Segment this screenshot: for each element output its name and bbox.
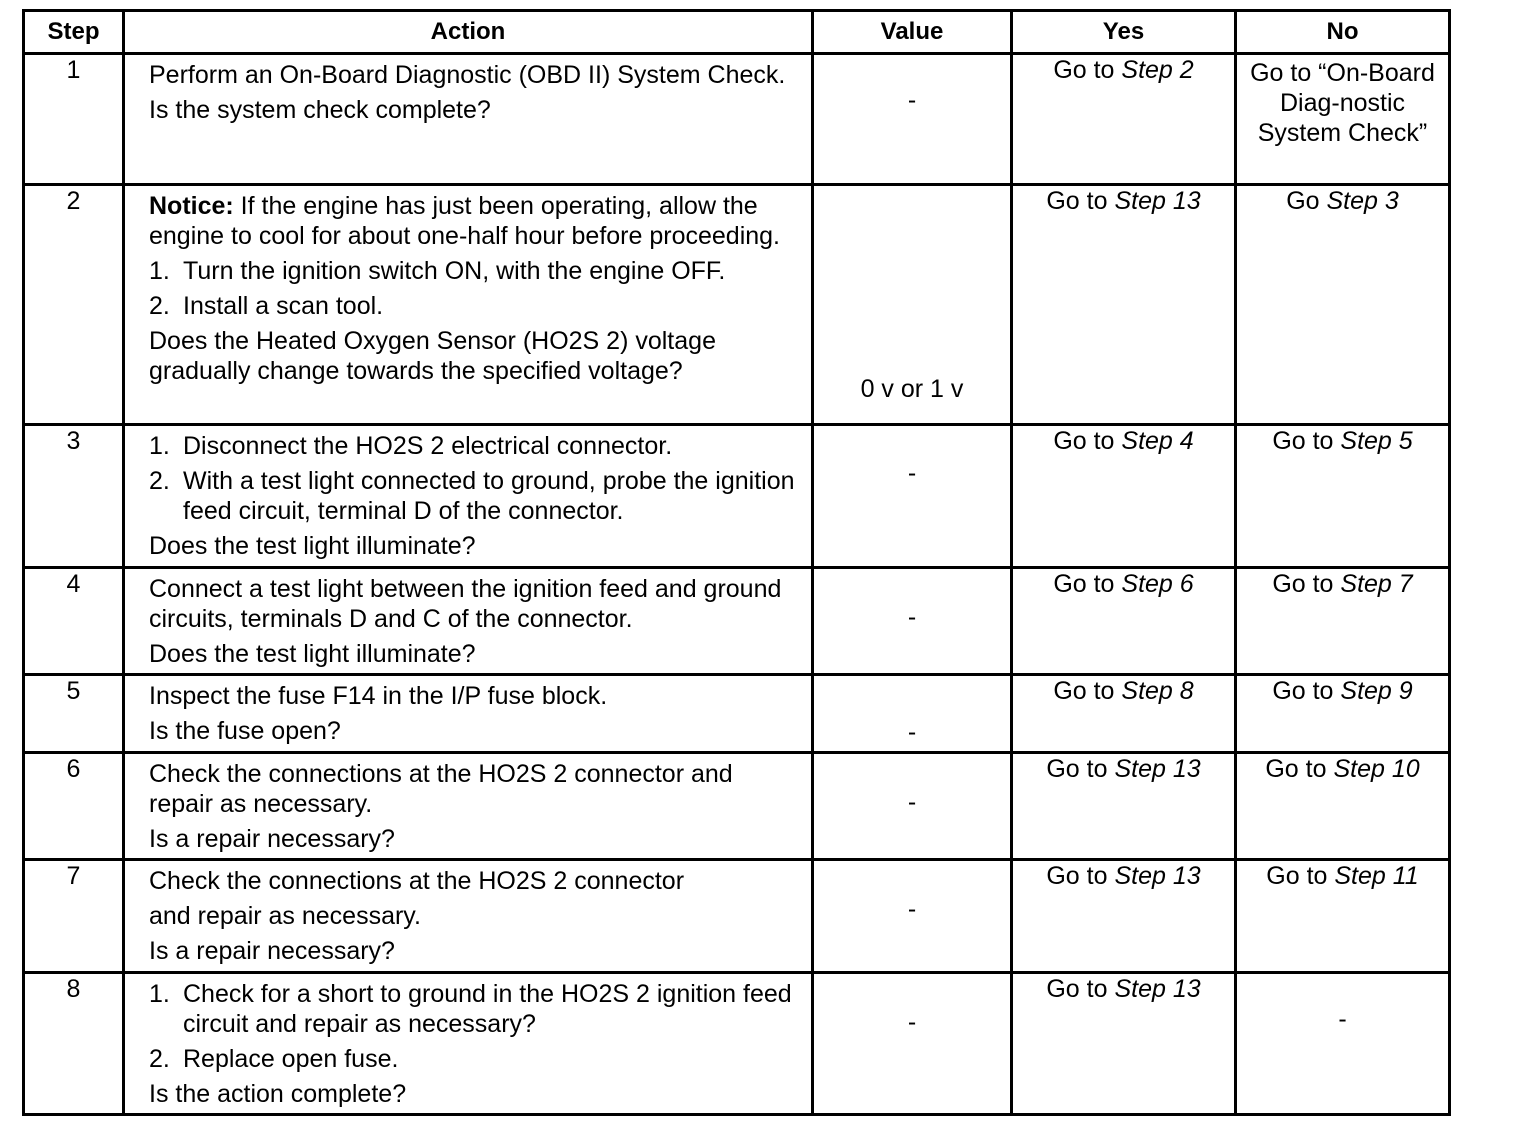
no-prefix: Go to	[1272, 570, 1341, 598]
diagnostic-table	[22, 9, 1451, 1116]
no-prefix: Go to	[1266, 862, 1335, 890]
no-cell: Go to “On-Board Diag-nostic System Check”	[1236, 54, 1450, 185]
value-cell: -	[813, 973, 1012, 1115]
yes-goto	[1053, 427, 1193, 455]
action-text: Inspect the fuse F14 in the I/P fuse block.	[149, 682, 608, 710]
action-question: Is the action complete?	[149, 1080, 407, 1108]
action-text: Connect a test light between the ignition feed and ground circuits, terminals D and C of the connector.	[149, 575, 782, 633]
list-item	[149, 1044, 801, 1074]
list-item	[149, 979, 801, 1039]
yes-prefix: Go to	[1046, 187, 1115, 215]
action-question: Is the system check complete?	[149, 96, 491, 124]
list-text: Disconnect the HO2S 2 electrical connector.	[183, 432, 673, 460]
list-text: Install a scan tool.	[183, 292, 384, 320]
step-number: 4	[24, 568, 124, 675]
yes-goto	[1046, 187, 1200, 215]
yes-step-link: Step 2	[1121, 56, 1194, 84]
yes-step-link: Step 13	[1114, 755, 1201, 783]
no-step-link: Step 3	[1326, 187, 1399, 215]
action-question: Does the test light illuminate?	[149, 640, 476, 668]
table-row-step-4	[24, 568, 1450, 675]
list-number: 1.	[149, 980, 170, 1008]
table-row-step-5	[24, 675, 1450, 753]
notice-label: Notice:	[149, 192, 234, 220]
action-text: Check the connections at the HO2S 2 connector and repair as necessary.	[149, 760, 733, 818]
step-number: 1	[24, 54, 124, 185]
header-step: Step	[24, 11, 124, 54]
yes-goto	[1046, 975, 1200, 1003]
no-prefix: Go to	[1272, 677, 1341, 705]
action-question: Does the Heated Oxygen Sensor (HO2S 2) voltage gradually change towards the specified voltage?	[149, 327, 716, 385]
yes-goto	[1046, 755, 1200, 783]
list-text: Turn the ignition switch ON, with the engine OFF.	[183, 257, 726, 285]
yes-step-link: Step 13	[1114, 187, 1201, 215]
yes-cell	[1012, 753, 1236, 860]
table-row-step-2	[24, 185, 1450, 425]
no-goto	[1272, 427, 1412, 455]
value-cell: -	[813, 675, 1012, 753]
yes-step-link: Step 6	[1121, 570, 1194, 598]
value-cell: -	[813, 425, 1012, 568]
yes-cell	[1012, 568, 1236, 675]
yes-prefix: Go to	[1046, 862, 1115, 890]
action-cell	[124, 425, 813, 568]
action-text: Check the connections at the HO2S 2 connector	[149, 867, 685, 895]
action-cell	[124, 568, 813, 675]
no-step-link: Step 10	[1333, 755, 1420, 783]
no-goto	[1265, 755, 1419, 783]
list-item	[149, 256, 801, 286]
yes-goto	[1053, 56, 1193, 84]
yes-cell	[1012, 425, 1236, 568]
yes-step-link: Step 13	[1114, 975, 1201, 1003]
step-number: 2	[24, 185, 124, 425]
value-cell: -	[813, 753, 1012, 860]
action-text: Perform an On-Board Diagnostic (OBD II) System Check.	[149, 61, 786, 89]
yes-step-link: Step 13	[1114, 862, 1201, 890]
yes-goto	[1053, 677, 1193, 705]
yes-cell	[1012, 973, 1236, 1115]
no-cell	[1236, 675, 1450, 753]
no-goto	[1272, 570, 1412, 598]
yes-step-link: Step 4	[1121, 427, 1194, 455]
no-prefix: Go to	[1272, 427, 1341, 455]
yes-goto	[1053, 570, 1193, 598]
no-prefix: Go to	[1265, 755, 1334, 783]
yes-prefix: Go to	[1053, 56, 1122, 84]
list-number: 2.	[149, 292, 170, 320]
value-cell: -	[813, 568, 1012, 675]
yes-prefix: Go to	[1053, 570, 1122, 598]
no-prefix: Go	[1286, 187, 1327, 215]
header-value: Value	[813, 11, 1012, 54]
list-text: Check for a short to ground in the HO2S 2 ignition feed circuit and repair as necessary?	[183, 980, 792, 1038]
action-question: Does the test light illuminate?	[149, 532, 476, 560]
yes-cell	[1012, 185, 1236, 425]
action-cell	[124, 185, 813, 425]
action-cell	[124, 753, 813, 860]
list-text: Replace open fuse.	[183, 1045, 399, 1073]
notice-text: If the engine has just been operating, allow the engine to cool for about one-half hour before proceeding.	[149, 192, 781, 250]
no-step-link: Step 5	[1340, 427, 1413, 455]
yes-prefix: Go to	[1053, 427, 1122, 455]
no-step-link: Step 11	[1334, 862, 1419, 890]
action-cell	[124, 973, 813, 1115]
header-row	[24, 11, 1450, 54]
action-question: Is a repair necessary?	[149, 825, 395, 853]
no-cell	[1236, 425, 1450, 568]
action-text: and repair as necessary.	[149, 902, 421, 930]
table-row-step-7	[24, 860, 1450, 973]
no-goto	[1266, 862, 1418, 890]
header-action: Action	[124, 11, 813, 54]
action-cell	[124, 860, 813, 973]
no-step-link: Step 7	[1340, 570, 1413, 598]
action-question: Is a repair necessary?	[149, 937, 395, 965]
yes-goto	[1046, 862, 1200, 890]
value-cell: 0 v or 1 v	[813, 185, 1012, 425]
yes-step-link: Step 8	[1121, 677, 1194, 705]
action-cell	[124, 54, 813, 185]
yes-cell	[1012, 675, 1236, 753]
value-cell: -	[813, 54, 1012, 185]
list-text: With a test light connected to ground, probe the ignition feed circuit, terminal D of the connector.	[183, 467, 795, 525]
yes-cell	[1012, 54, 1236, 185]
yes-prefix: Go to	[1046, 755, 1115, 783]
table-row-step-8	[24, 973, 1450, 1115]
list-item	[149, 291, 801, 321]
action-cell	[124, 675, 813, 753]
yes-prefix: Go to	[1053, 677, 1122, 705]
list-number: 2.	[149, 467, 170, 495]
no-goto	[1286, 187, 1399, 215]
action-question: Is the fuse open?	[149, 717, 341, 745]
yes-prefix: Go to	[1046, 975, 1115, 1003]
yes-cell	[1012, 860, 1236, 973]
list-item	[149, 466, 801, 526]
no-cell: -	[1236, 973, 1450, 1115]
step-number: 3	[24, 425, 124, 568]
list-number: 1.	[149, 257, 170, 285]
no-cell	[1236, 185, 1450, 425]
step-number: 6	[24, 753, 124, 860]
diagnostic-table-wrapper	[22, 9, 1451, 1116]
notice-paragraph	[149, 191, 801, 251]
value-cell: -	[813, 860, 1012, 973]
no-cell	[1236, 860, 1450, 973]
table-row-step-3	[24, 425, 1450, 568]
no-cell	[1236, 753, 1450, 860]
list-number: 2.	[149, 1045, 170, 1073]
list-number: 1.	[149, 432, 170, 460]
header-yes: Yes	[1012, 11, 1236, 54]
step-number: 8	[24, 973, 124, 1115]
no-goto	[1272, 677, 1412, 705]
no-step-link: Step 9	[1340, 677, 1413, 705]
step-number: 5	[24, 675, 124, 753]
list-item	[149, 431, 801, 461]
table-row-step-1	[24, 54, 1450, 185]
step-number: 7	[24, 860, 124, 973]
no-cell	[1236, 568, 1450, 675]
table-row-step-6	[24, 753, 1450, 860]
header-no: No	[1236, 11, 1450, 54]
